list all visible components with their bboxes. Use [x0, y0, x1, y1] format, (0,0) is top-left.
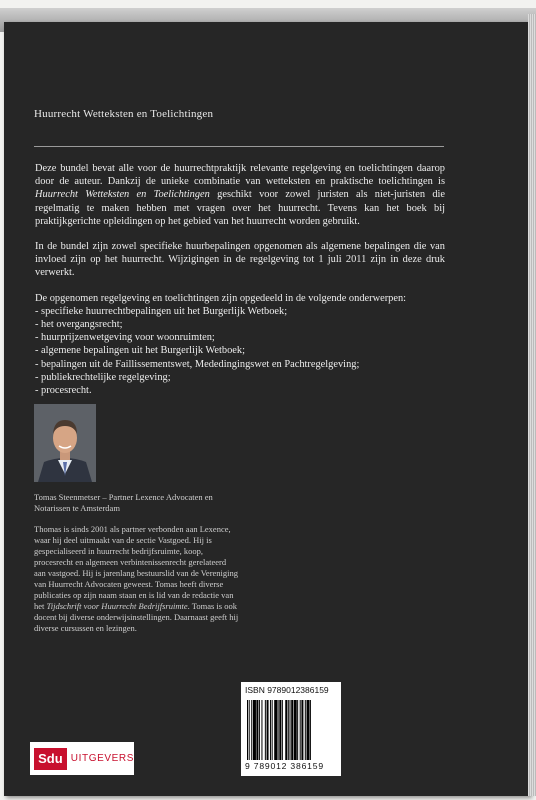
- list-item: - algemene bepalingen uit het Burgerlijk Wetboek;: [35, 345, 245, 357]
- author-line-2: Notarissen te Amsterdam: [34, 503, 120, 513]
- list-item: - bepalingen uit de Faillissementswet, Mededingingswet en Pachtregelgeving;: [35, 358, 360, 370]
- barcode-bar: [259, 700, 260, 760]
- book-page-edge: [528, 14, 536, 796]
- barcode-bar: [274, 700, 277, 760]
- barcode-bar: [256, 700, 258, 760]
- barcode-bar: [251, 700, 252, 760]
- barcode-bar: [291, 700, 293, 760]
- list-item: - het overgangsrecht;: [35, 319, 123, 331]
- book-title-italic: Huurrecht Wetteksten en Toelichtingen: [35, 189, 210, 201]
- list-item: - huurprijzenwetgeving voor woonruimten;: [35, 332, 215, 344]
- barcode-bar: [253, 700, 256, 760]
- barcode-bar: [249, 700, 250, 760]
- journal-title-italic: Tijdschrift voor Huurrecht Bedrijfsruimte: [46, 601, 188, 611]
- barcode-bar: [305, 700, 306, 760]
- barcode-bar: [288, 700, 289, 760]
- barcode-bar: [265, 700, 266, 760]
- topic-list: [35, 305, 445, 397]
- barcode-bar: [267, 700, 269, 760]
- ean-number: 9 789012 386159: [245, 761, 324, 771]
- list-item: - specifieke huurrechtbepalingen uit het Burgerlijk Wetboek;: [35, 305, 288, 317]
- barcode-bar: [301, 700, 303, 760]
- series-title: Huurrecht Wetteksten en Toelichtingen: [34, 108, 214, 120]
- barcode-bar: [270, 700, 271, 760]
- back-cover: [4, 22, 530, 796]
- bio-part-b: . Tomas is ook docent bij diverse onderwijsinstellingen. Daarnaast geeft hij diverse cursussen en lezingen.: [34, 601, 239, 633]
- barcode-bar: [290, 700, 291, 760]
- author-credit: [34, 492, 244, 514]
- bio-part-a: Thomas is sinds 2001 als partner verbonden aan Lexence, waar hij deel uitmaakt van de sectie Vastgoed. Hij is gespecialiseerd in huurrecht bedrijfsruimte, koop, procesrecht en algemeen verbintenissenrecht gerelateerd aan vastgoed. Hij is jarenlang bestuurslid van de Vereniging van Huurrecht Advocaten geweest. Tomas heeft diverse publicaties op zijn naam staan en is lid van de redactie van het: [34, 524, 239, 611]
- barcode-bar: [279, 700, 281, 760]
- barcode-bar: [310, 700, 311, 760]
- blurb-p1-part-a: Deze bundel bevat alle voor de huurrechtpraktijk relevante regelgeving en toelichtingen daarop door de auteur. Dankzij de unieke combinatie van wetteksten en praktische toelichtingen is: [35, 163, 445, 188]
- sdu-logo-mark: Sdu: [34, 748, 67, 770]
- isbn-label: ISBN 9789012386159: [245, 685, 329, 695]
- publisher-logo: [30, 742, 134, 775]
- barcode-bar: [294, 700, 297, 760]
- barcode-bar: [297, 700, 298, 760]
- barcode-bar: [282, 700, 283, 760]
- author-photo: [34, 404, 96, 482]
- author-bio: [34, 524, 239, 634]
- barcode-bar: [285, 700, 287, 760]
- barcode-bar: [272, 700, 273, 760]
- blurb-text: [35, 162, 445, 397]
- barcode: [241, 682, 341, 776]
- list-item: - procesrecht.: [35, 385, 92, 397]
- barcode-bar: [307, 700, 310, 760]
- barcode-bar: [261, 700, 262, 760]
- blurb-paragraph-3: De opgenomen regelgeving en toelichtingen zijn opgedeeld in de volgende onderwerpen:: [35, 292, 407, 304]
- barcode-bar: [278, 700, 279, 760]
- barcode-bar: [300, 700, 301, 760]
- divider-line: [34, 146, 444, 147]
- barcode-bar: [247, 700, 248, 760]
- blurb-paragraph-2: In de bundel zijn zowel specifieke huurbepalingen opgenomen als algemene bepalingen die van invloed zijn op het huurrecht. Wijzigingen in de regelgeving tot 1 juli 2011 zijn in deze druk verwerkt.: [35, 241, 445, 279]
- publisher-name: UITGEVERS: [70, 753, 134, 764]
- blurb-paragraph-1: [35, 162, 445, 228]
- barcode-bars: [247, 700, 335, 760]
- list-item: - publiekrechtelijke regelgeving;: [35, 371, 171, 383]
- author-line-1: Tomas Steenmetser – Partner Lexence Advocaten en: [34, 492, 213, 502]
- blurb-p1-part-b: geschikt voor zowel juristen als niet-juristen die regelmatig te maken hebben met vragen over het huurrecht. Tevens kan het boek bij praktijkgerichte opleidingen op het gebied van het huurrecht worden gebruikt.: [35, 189, 446, 227]
